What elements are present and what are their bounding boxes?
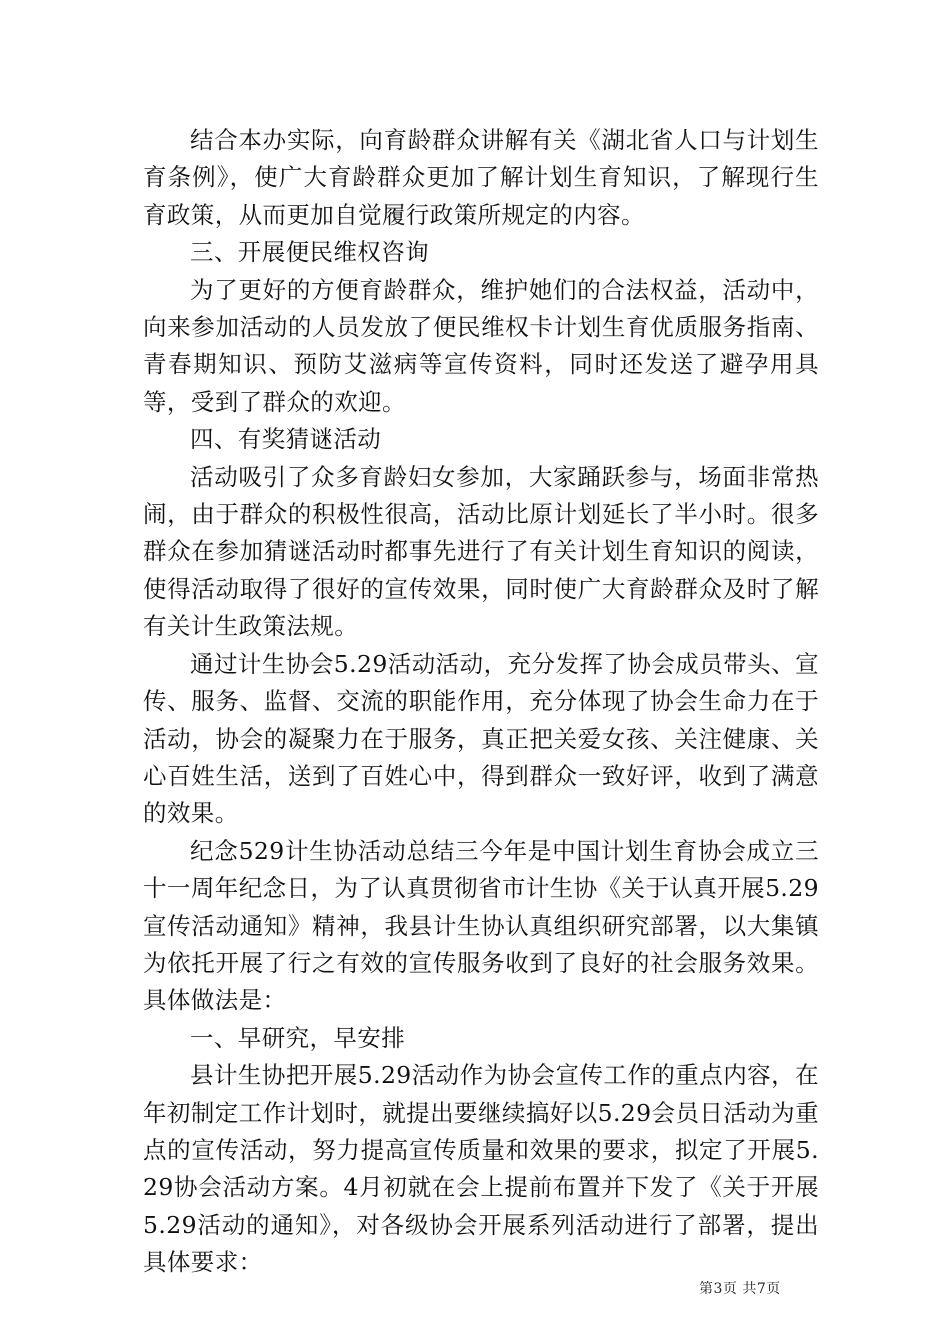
document-body	[143, 122, 819, 1282]
paragraph: 为了更好的方便育龄群众，维护她们的合法权益，活动中，向来参加活动的人员发放了便民维权卡计划生育优质服务指南、青春期知识、预防艾滋病等宣传资料，同时还发送了避孕用具等，受到了群众的欢迎。	[143, 275, 819, 416]
section-heading: 四、有奖猜谜活动	[190, 425, 382, 454]
paragraph: 县计生协把开展5.29活动作为协会宣传工作的重点内容，在年初制定工作计划时，就提出要继续搞好以5.29会员日活动为重点的宣传活动，努力提高宣传质量和效果的要求，拟定了开展5.29协会活动方案。4月初就在会上提前布置并下发了《关于开展5.29活动的通知》，对各级协会开展系列活动进行了部署，提出具体要求：	[143, 1061, 819, 1277]
paragraph: 活动吸引了众多育龄妇女参加，大家踊跃参与，场面非常热闹，由于群众的积极性很高，活动比原计划延长了半小时。很多群众在参加猜谜活动时都事先进行了有关计划生育知识的阅读，使得活动取得了很好的宣传效果，同时使广大育龄群众及时了解有关计生政策法规。	[143, 462, 819, 641]
paragraph: 通过计生协会5.29活动活动，充分发挥了协会成员带头、宣传、服务、监督、交流的职能作用，充分体现了协会生命力在于活动，协会的凝聚力在于服务，真正把关爱女孩、关注健康、关心百姓生活，送到了百姓心中，得到群众一致好评，收到了满意的效果。	[143, 649, 819, 828]
section-heading: 一、早研究，早安排	[190, 1023, 406, 1052]
paragraph: 纪念529计生协活动总结三今年是中国计划生育协会成立三十一周年纪念日，为了认真贯彻省市计生协《关于认真开展5.29宣传活动通知》精神，我县计生协认真组织研究部署，以大集镇为依托开展了行之有效的宣传服务收到了良好的社会服务效果。具体做法是：	[143, 836, 819, 1015]
paragraph: 结合本办实际，向育龄群众讲解有关《湖北省人口与计划生育条例》，使广大育龄群众更加了解计划生育知识，了解现行生育政策，从而更加自觉履行政策所规定的内容。	[143, 126, 819, 229]
page-number: 第3页 共7页	[699, 1281, 781, 1297]
section-heading: 三、开展便民维权咨询	[190, 238, 429, 267]
